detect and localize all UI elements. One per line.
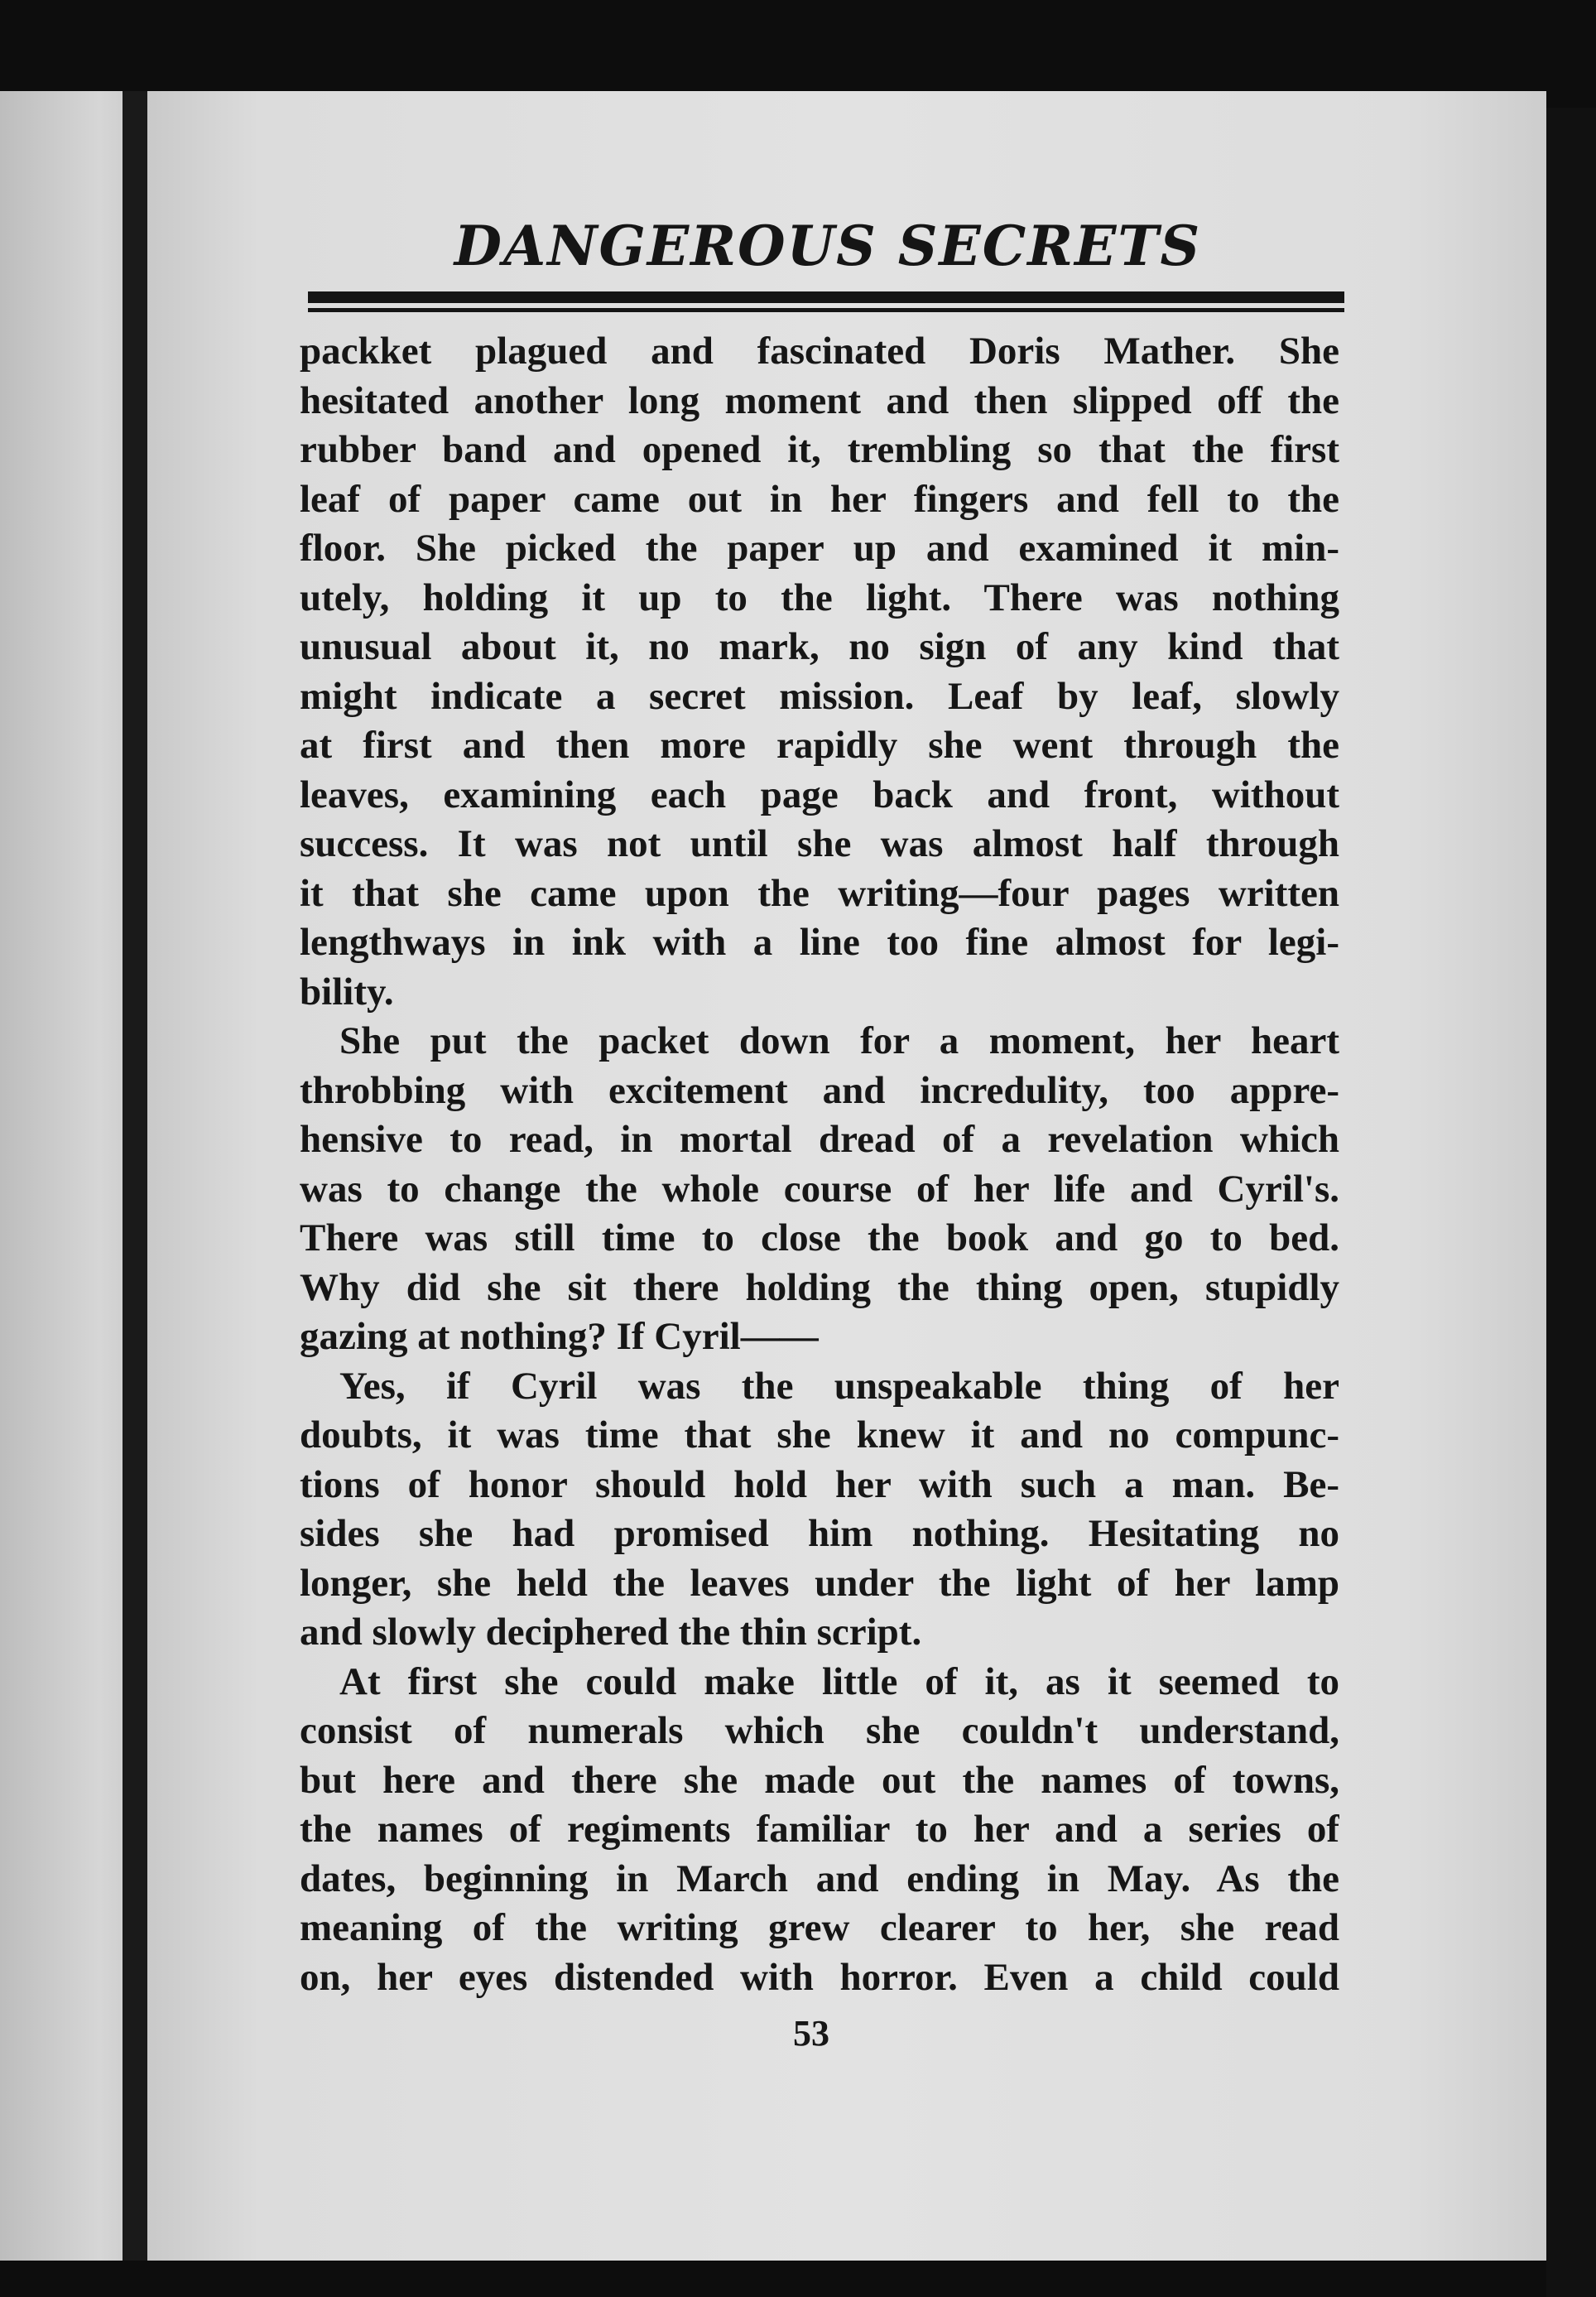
text-line: but here and there she made out the names of towns,	[300, 1758, 1339, 1802]
text-line: throbbing with excitement and incredulity, too appre-	[300, 1068, 1339, 1112]
text-line: sides she had promised him nothing. Hesitating no	[300, 1512, 1339, 1555]
text-line: packket plagued and fascinated Doris Mather. She	[300, 330, 1339, 373]
text-line: success. It was not until she was almost half through	[300, 822, 1339, 865]
text-line: and slowly deciphered the thin script.	[300, 1611, 922, 1654]
text-line: leaves, examining each page back and front, without	[300, 773, 1339, 816]
page-number: 53	[793, 2013, 829, 2054]
text-line: gazing at nothing? If Cyril——	[300, 1315, 819, 1358]
header-rule-thin	[308, 308, 1344, 312]
text-line: was to change the whole course of her life and Cyril's.	[300, 1167, 1339, 1211]
text-line: meaning of the writing grew clearer to her, she read	[300, 1906, 1339, 1949]
text-line: longer, she held the leaves under the light of her lamp	[300, 1561, 1339, 1605]
text-line: consist of numerals which she couldn't understand,	[300, 1709, 1339, 1752]
text-line: it that she came upon the writing—four pages written	[300, 871, 1339, 915]
text-line: rubber band and opened it, trembling so that the first	[300, 428, 1339, 471]
text-line: floor. She picked the paper up and examined it min-	[300, 527, 1339, 570]
text-line: on, her eyes distended with horror. Even a child could	[300, 1955, 1339, 1999]
text-line: doubts, it was time that she knew it and no compunc-	[300, 1413, 1339, 1457]
body-text	[300, 327, 1339, 2002]
text-line: There was still time to close the book and go to bed.	[300, 1216, 1339, 1259]
header-rule-thick	[308, 291, 1344, 303]
text-line: tions of honor should hold her with such a man. Be-	[300, 1462, 1339, 1506]
text-line: lengthways in ink with a line too fine almost for legi-	[300, 921, 1339, 964]
paragraph-start-line: Yes, if Cyril was the unspeakable thing of her	[339, 1364, 1339, 1408]
text-line: utely, holding it up to the light. There was nothing	[300, 575, 1339, 619]
page-edge-shadow	[1546, 108, 1596, 2297]
paragraph-start-line: At first she could make little of it, as it seemed to	[339, 1659, 1339, 1703]
text-line: Why did she sit there holding the thing open, stupidly	[300, 1265, 1339, 1309]
text-line: hensive to read, in mortal dread of a revelation which	[300, 1118, 1339, 1161]
text-line: the names of regiments familiar to her and a series of	[300, 1808, 1339, 1851]
paragraph-start-line: She put the packet down for a moment, her heart	[339, 1019, 1339, 1062]
text-line: at first and then more rapidly she went through the	[300, 724, 1339, 767]
text-line: bility.	[300, 970, 394, 1014]
text-line: might indicate a secret mission. Leaf by leaf, slowly	[300, 674, 1339, 718]
facing-page-edge	[0, 91, 124, 2261]
running-head: DANGEROUS SECRETS	[454, 214, 1202, 278]
text-line: dates, beginning in March and ending in May. As the	[300, 1856, 1339, 1900]
text-line: leaf of paper came out in her fingers and fell to the	[300, 477, 1339, 521]
book-spine-shadow	[123, 91, 147, 2261]
text-line: unusual about it, no mark, no sign of any kind that	[300, 625, 1339, 668]
text-line: hesitated another long moment and then slipped off the	[300, 378, 1339, 422]
